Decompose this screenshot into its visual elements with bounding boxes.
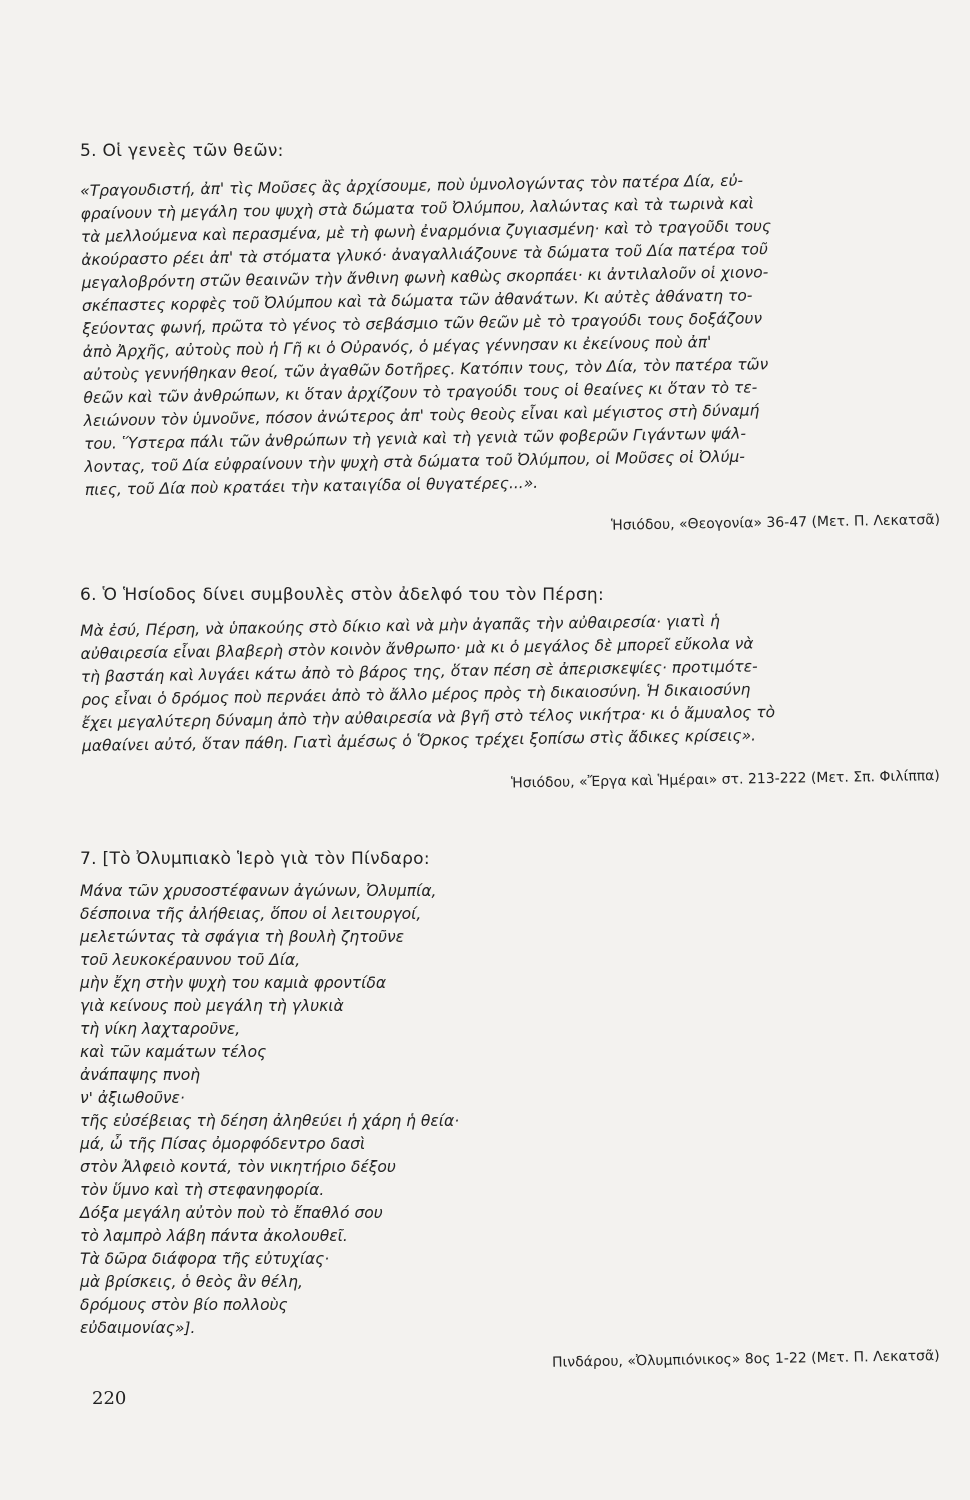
text-line: «Τραγουδιστή, ἀπ' τὶς Μοῦσες ἂς ἀρχίσουμε, ποὺ ὑμνολογώντας τὸν πατέρα Δία, εὐ- — [80, 171, 744, 200]
poem-line: μὴν ἔχη στὴν ψυχὴ του καμιὰ φροντίδα — [80, 974, 387, 992]
poem-line: μὰ βρίσκεις, ὁ θεὸς ἂν θέλη, — [80, 1273, 303, 1291]
section-6-source: Ἡσιόδου, «Ἔργα καὶ Ἡμέραι» στ. 213-222 (Μετ. Σπ. Φιλίππα) — [511, 768, 941, 792]
poem-line: ν' ἀξιωθοῦνε· — [80, 1089, 185, 1107]
poem-line: Δόξα μεγάλη αὐτὸν ποὺ τὸ ἔπαθλό σου — [80, 1204, 383, 1222]
text-line: ξεύοντας φωνή, πρῶτα τὸ γένος τὸ σεβάσμιο τῶν θεῶν μὲ τὸ τραγούδι τους δοξάζουν — [82, 309, 763, 338]
text-line: αὐτοὺς γεννήθηκαν θεοί, τῶν ἀγαθῶν δοτῆρες. Κατόπιν τους, τὸν Δία, τὸν πατέρα τῶν — [82, 355, 769, 384]
poem-line: γιὰ κείνους ποὺ μεγάλη τὴ γλυκιὰ — [80, 997, 344, 1015]
poem-line: στὸν Ἀλφειὸ κοντά, τὸν νικητήριο δέξου — [80, 1158, 396, 1176]
text-line: ἀπὸ Ἀρχῆς, αὐτοὺς ποὺ ἡ Γῆ κι ὁ Οὐρανός, ὁ μέγας γέννησαν κι ἐκείνους ποὺ ἀπ' — [82, 333, 712, 361]
poem-line: τὸν ὕμνο καὶ τὴ στεφανηφορία. — [80, 1181, 325, 1199]
section-7-source: Πινδάρου, «Ὀλυμπιόνικος» 8ος 1-22 (Μετ. Π. Λεκατσᾶ) — [552, 1348, 941, 1371]
text-line: ἀκούραστο ρέει ἀπ' τὰ στόματα γλυκό· ἀναγαλλιάζουνε τὰ δώματα τοῦ Δία πατέρα τοῦ — [81, 240, 769, 269]
poem-line: καὶ τῶν καμάτων τέλος — [80, 1043, 267, 1061]
text-line: λοντας, τοῦ Δία εὐφραίνουν τὴν ψυχὴ στὰ δώματα τοῦ Ὀλύμπου, οἱ Μοῦσες οἱ Ὀλύμ- — [84, 447, 746, 476]
poem-line: Τὰ δῶρα διάφορα τῆς εὐτυχίας· — [80, 1250, 330, 1268]
text-line: φραίνουν τὴ μεγάλη του ψυχὴ στὰ δώματα τοῦ Ὀλύμπου, λαλώντας καὶ τὰ τωρινὰ καὶ — [80, 194, 754, 223]
text-line: ἔχει μεγαλύτερη δύναμη ἀπὸ τὴν αὐθαιρεσία νὰ βγῆ στὸ τέλος νικήτρα· κι ὁ ἄμυαλος τὸ — [81, 703, 776, 732]
section-7-heading: 7. [Τὸ Ὀλυμπιακὸ Ἱερὸ γιὰ τὸν Πίνδαρο: — [80, 849, 430, 869]
text-line: πιες, τοῦ Δία ποὺ κρατάει τὴν καταιγίδα οἱ θυγατέρες...». — [84, 473, 539, 499]
text-line: μαθαίνει αὐτό, ὅταν πάθη. Γιατὶ ἀμέσως ὁ Ὅρκος τρέχει ξοπίσω στὶς ἄδικες κρίσεις». — [81, 726, 757, 755]
section-6-text — [80, 606, 942, 757]
section-6 — [80, 584, 940, 758]
section-7 — [80, 848, 940, 1340]
poem-line: ἀνάπαψης πνοὴ — [80, 1066, 201, 1084]
text-line: λειώνουν τὸν ὑμνοῦνε, πόσον ἀνώτερος ἀπ' τοὺς θεοὺς εἶναι καὶ μέγιστος στὴ δύναμή — [83, 401, 760, 430]
section-7-poem — [80, 880, 940, 1340]
poem-line: τὴ νίκη λαχταροῦνε, — [80, 1020, 241, 1038]
poem-line: δρόμους στὸν βίο πολλοὺς — [80, 1296, 288, 1314]
section-6-heading: 6. Ὁ Ἡσίοδος δίνει συμβουλὲς στὸν ἀδελφό του τὸν Πέρση: — [80, 585, 605, 605]
text-line: τὰ μελλούμενα καὶ περασμένα, μὲ τὴ φωνὴ ἐναρμόνια ζυγιασμένη· καὶ τὸ τραγοῦδι τους — [80, 217, 772, 246]
poem-line: τοῦ λευκοκέραυνου τοῦ Δία, — [80, 951, 301, 969]
text-line: αὐθαιρεσία εἶναι βλαβερὴ στὸν κοινὸν ἄνθρωπο· μὰ κι ὁ μεγάλος δὲ μπορεῖ εὔκολα νὰ — [80, 634, 754, 663]
poem-line: δέσποινα τῆς ἀλήθειας, ὅπου οἱ λειτουργοί, — [80, 905, 422, 923]
text-line: μεγαλοβρόντη στῶν θεαινῶν τὴν ἄνθινη φωνὴ καθὼς σκορπάει· κι ἀντιλαλοῦν οἱ χιονο- — [81, 263, 769, 292]
page-number: 220 — [92, 1388, 127, 1409]
section-5-heading: 5. Οἱ γενεὲς τῶν θεῶν: — [80, 141, 284, 161]
section-5 — [80, 140, 940, 502]
text-line: σκέπαστες κορφὲς τοῦ Ὀλύμπου καὶ τὰ δώματα τῶν ἀθανάτων. Κι αὐτὲς ἀθάνατη το- — [81, 286, 753, 315]
text-line: ρος εἶναι ὁ δρόμος ποὺ περνάει ἀπὸ τὸ ἄλλο μέρος πρὸς τὴ δικαιοσύνη. Ἡ δικαιοσύνη — [81, 680, 751, 709]
text-line: του. Ὕστερα πάλι τῶν ἀνθρώπων τὴ γενιὰ καὶ τὴ γενιὰ τῶν φοβερῶν Γιγάντων ψάλ- — [84, 424, 747, 453]
section-5-source: Ἡσιόδου, «Θεογονία» 36-47 (Μετ. Π. Λεκατσᾶ) — [610, 512, 941, 534]
text-line: τὴ βαστάη καὶ λυγάει κάτω ἀπὸ τὸ βάρος της, ὅταν πέση σὲ ἀπερισκεψίες· προτιμότε- — [80, 657, 758, 686]
poem-line: μελετώντας τὰ σφάγια τὴ βουλὴ ζητοῦνε — [80, 928, 405, 946]
poem-line: τῆς εὐσέβειας τὴ δέηση ἀληθεύει ἡ χάρη ἡ θεία· — [80, 1112, 460, 1130]
poem-line: μά, ὦ τῆς Πίσας ὀμορφόδεντρο δασὶ — [80, 1135, 366, 1153]
poem-line: εὐδαιμονίας»]. — [80, 1319, 196, 1337]
poem-line: Μάνα τῶν χρυσοστέφανων ἀγώνων, Ὀλυμπία, — [80, 882, 437, 900]
poem-line: τὸ λαμπρὸ λάβη πάντα ἀκολουθεῖ. — [80, 1227, 348, 1245]
section-5-text — [80, 166, 945, 501]
text-line: Μὰ ἐσύ, Πέρση, νὰ ὑπακούης στὸ δίκιο καὶ νὰ μὴν ἀγαπᾶς τὴν αὐθαιρεσία· γιατὶ ἡ — [80, 611, 720, 640]
text-line: θεῶν καὶ τῶν ἀνθρώπων, κι ὅταν ἀρχίζουν τὸ τραγούδι τους οἱ θεαίνες κι ὅταν τὸ τε- — [83, 378, 758, 407]
